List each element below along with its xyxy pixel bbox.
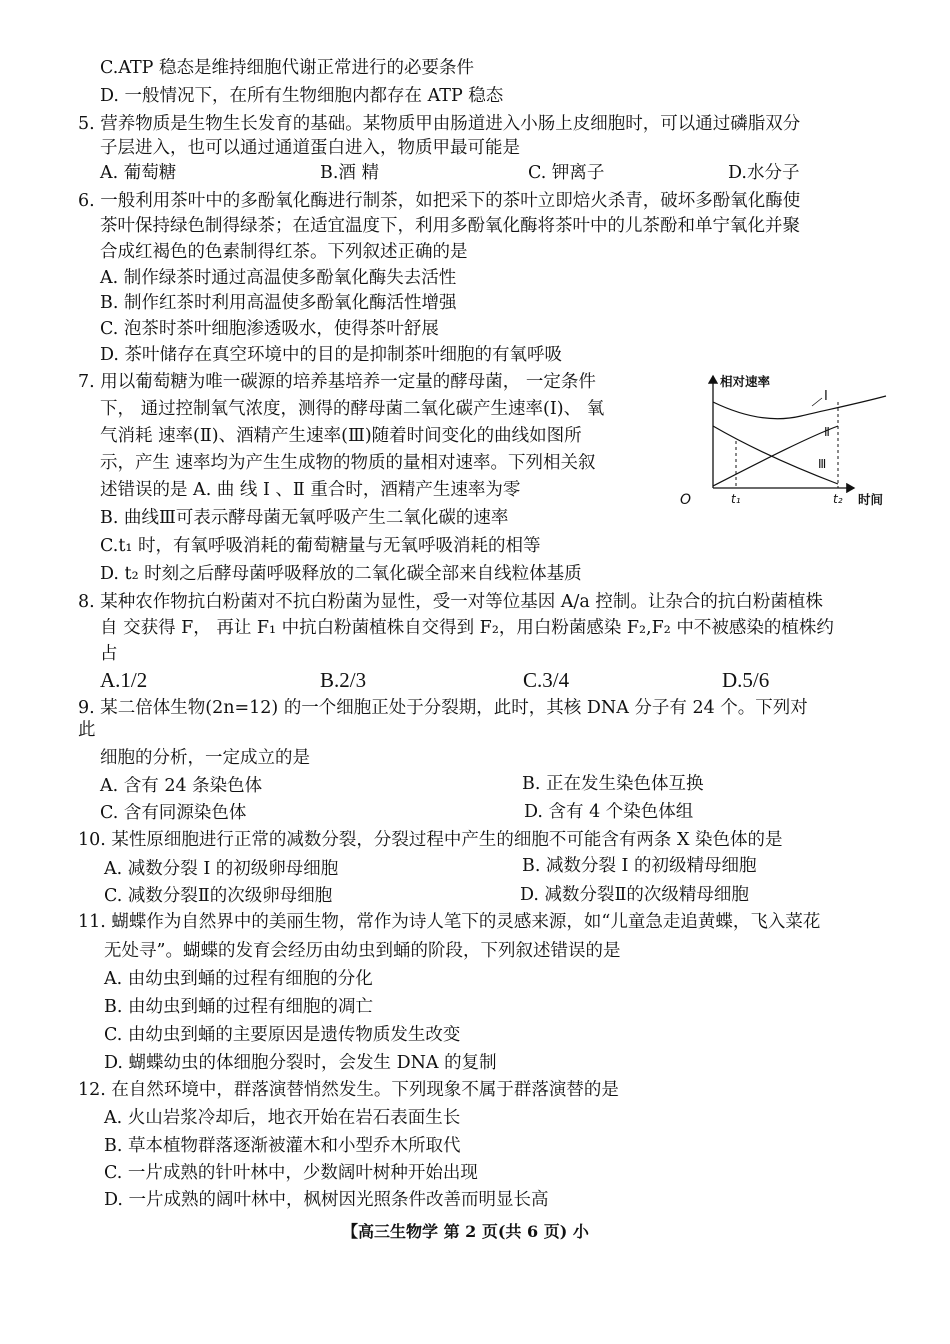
q12-option-a: A. 火山岩浆冷却后，地衣开始在岩石表面生长 [104,1108,461,1128]
curve1-leader [812,398,822,406]
q10-option-a: A. 减数分裂 I 的初级卵母细胞 [104,859,339,879]
q7-rate-figure [676,372,898,512]
q7-option-d: D. t₂ 时刻之后酵母菌呼吸释放的二氧化碳全部来自线粒体基质 [100,564,582,584]
q6-option-a: A. 制作绿茶时通过高温使多酚氧化酶失去活性 [100,268,457,288]
q12-option-b: B. 草本植物群落逐渐被灌木和小型乔木所取代 [104,1136,461,1156]
q7-stem-line3: 气消耗 速率(Ⅱ)、酒精产生速率(Ⅲ)随着时间变化的曲线如图所 [100,426,582,446]
q5-option-b: B.酒 精 [320,163,379,183]
q11-option-a: A. 由幼虫到蛹的过程有细胞的分化 [104,969,373,989]
q5-option-c: C. 钾离子 [528,163,605,183]
q6-option-b: B. 制作红茶时利用高温使多酚氧化酶活性增强 [100,293,457,313]
t2-label: t₂ [833,492,843,506]
q7-option-c: C.t₁ 时，有氧呼吸消耗的葡萄糖量与无氧呼吸消耗的相等 [100,536,541,556]
q9-option-d: D. 含有 4 个染色体组 [524,802,694,822]
q9-stem-line3: 细胞的分析，一定成立的是 [100,748,310,768]
q9-option-c: C. 含有同源染色体 [100,803,247,823]
q5-option-d: D.水分子 [728,163,800,183]
q12-option-c: C. 一片成熟的针叶林中，少数阔叶树种开始出现 [104,1163,478,1183]
q8-stem-line1: 8. 某种农作物抗白粉菌对不抗白粉菌为显性，受一对等位基因 A/a 控制。让杂合的抗白粉菌植株 [78,592,823,612]
q10-option-d: D. 减数分裂Ⅱ的次级精母细胞 [520,885,749,905]
q6-stem-line2: 茶叶保持绿色制得绿茶；在适宜温度下，利用多酚氧化酶将茶叶中的儿茶酚和单宁氧化并聚 [100,216,800,236]
q8-option-a: A.1/2 [100,668,148,692]
q5-stem-line1: 5. 营养物质是生物生长发育的基础。某物质甲由肠道进入小肠上皮细胞时，可以通过磷脂双分 [78,114,801,134]
q6-option-d: D. 茶叶储存在真空环境中的目的是抑制茶叶细胞的有氧呼吸 [100,345,563,365]
figure-ylabel: 相对速率 [720,374,771,389]
q9-stem-line2: 此 [78,720,96,740]
q9-stem-line1: 9. 某二倍体生物(2n=12) 的一个细胞正处于分裂期，此时，其核 DNA 分子有 24 个。下列对 [78,698,808,718]
q9-option-b: B. 正在发生染色体互换 [522,774,704,794]
q6-stem-line3: 合成红褐色的色素制得红茶。下列叙述正确的是 [100,242,468,262]
q8-option-b: B.2/3 [320,668,367,692]
q10-option-b: B. 减数分裂 I 的初级精母细胞 [522,856,757,876]
curve1-label: I [824,389,828,404]
q4-option-d: D. 一般情况下，在所有生物细胞内都存在 ATP 稳态 [100,86,504,106]
page-footer: 【高三生物学 第 2 页(共 6 页) 小 [342,1222,589,1241]
q9-option-a: A. 含有 24 条染色体 [100,776,263,796]
q8-option-c: C.3/4 [523,668,570,692]
curve2-label: Ⅱ [824,425,830,439]
t1-label: t₁ [731,492,741,506]
curve3-label: Ⅲ [818,457,827,471]
q6-stem-line1: 6. 一般利用茶叶中的多酚氧化酶进行制茶，如把采下的茶叶立即焙火杀青，破坏多酚氧化酶使 [78,191,801,211]
q7-stem-line4: 示，产生 速率均为产生生成物的物质的量相对速率。下列相关叙 [100,453,596,473]
q11-option-c: C. 由幼虫到蛹的主要原因是遗传物质发生改变 [104,1025,461,1045]
q5-stem-line2: 子层进入，也可以通过通道蛋白进入，物质甲最可能是 [100,138,520,158]
q7-stem-line1: 7. 用以葡萄糖为唯一碳源的培养基培养一定量的酵母菌， 一定条件 [78,372,596,392]
q8-stem-line3: 占 [100,644,118,664]
q7-option-b: B. 曲线Ⅲ可表示酵母菌无氧呼吸产生二氧化碳的速率 [100,508,509,528]
figure-origin: O [680,492,692,508]
q6-option-c: C. 泡茶时茶叶细胞渗透吸水，使得茶叶舒展 [100,319,439,339]
q8-stem-line2: 自 交获得 F， 再让 F₁ 中抗白粉菌植株自交得到 F₂，用白粉菌感染 F₂,F₂ 中不被感染的植株约 [100,618,834,638]
q7-stem-line2: 下， 通过控制氧气浓度，测得的酵母菌二氧化碳产生速率(I)、 氧 [100,399,605,419]
figure-xlabel: 时间 [858,492,884,507]
q11-stem-line1: 11. 蝴蝶作为自然界中的美丽生物，常作为诗人笔下的灵感来源，如“儿童急走追黄蝶，飞入菜花 [78,912,821,932]
q10-option-c: C. 减数分裂Ⅱ的次级卵母细胞 [104,886,333,906]
q7-stem-line5: 述错误的是 A. 曲 线 I 、Ⅱ 重合时，酒精产生速率为零 [100,480,521,500]
q12-stem: 12. 在自然环境中，群落演替悄然发生。下列现象不属于群落演替的是 [78,1080,619,1100]
q10-stem: 10. 某性原细胞进行正常的减数分裂，分裂过程中产生的细胞不可能含有两条 X 染色体的是 [78,830,783,850]
q12-option-d: D. 一片成熟的阔叶林中，枫树因光照条件改善而明显长高 [104,1190,549,1210]
q11-stem-line2: 无处寻”。蝴蝶的发育会经历由幼虫到蛹的阶段，下列叙述错误的是 [104,941,621,961]
q8-option-d: D.5/6 [722,668,770,692]
q11-option-b: B. 由幼虫到蛹的过程有细胞的凋亡 [104,997,373,1017]
q4-option-c: C.ATP 稳态是维持细胞代谢正常进行的必要条件 [100,58,475,78]
q5-option-a: A. 葡萄糖 [100,163,177,183]
curve-co2-release [713,396,886,419]
q11-option-d: D. 蝴蝶幼虫的体细胞分裂时，会发生 DNA 的复制 [104,1053,497,1073]
